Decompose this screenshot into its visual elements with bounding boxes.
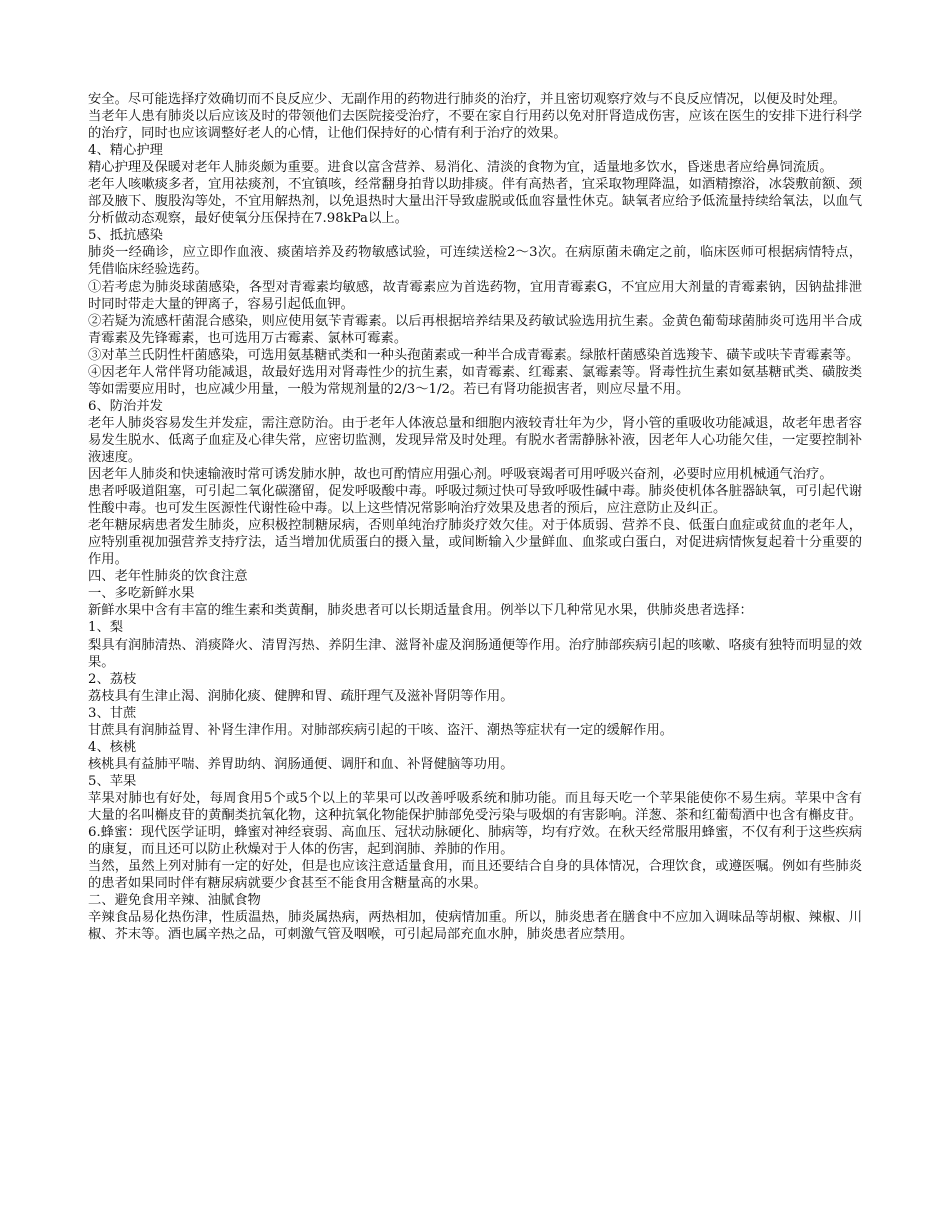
chapter-heading: 四、老年性肺炎的饮食注意 — [88, 569, 248, 585]
item-heading: 5、苹果 — [88, 773, 137, 789]
section-heading: 6、防治并发 — [88, 398, 163, 414]
paragraph: 新鲜水果中含有丰富的维生素和类黄酮，肺炎患者可以长期适量食用。例举以下几种常见水果，供肺炎患者选择： — [88, 603, 753, 619]
section-heading: 5、抵抗感染 — [88, 228, 163, 244]
item-heading: 4、核桃 — [88, 739, 137, 755]
paragraph: 安全。尽可能选择疗效确切而不良反应少、无副作用的药物进行肺炎的治疗，并且密切观察疗效与不良反应情况，以便及时处理。 — [88, 92, 846, 107]
paragraph: 辛辣食品易化热伤津，性质温热，肺炎属热病，两热相加，使病情加重。所以，肺炎患者在膳食中不应加入调味品等胡椒、辣椒、川椒、芥末等。酒也属辛热之品，可刺激气管及咽喉，可引起局部充血水肿，肺炎患者应禁用。 — [88, 910, 862, 943]
paragraph: 核桃具有益肺平喘、养胃助纳、润肠通便、调肝和血、补肾健脑等功用。 — [88, 756, 514, 772]
item-heading: 3、甘蔗 — [88, 705, 137, 721]
paragraph: 老年糖尿病患者发生肺炎，应积极控制糖尿病，否则单纯治疗肺炎疗效欠佳。对于体质弱、营养不良、低蛋白血症或贫血的老年人，应特别重视加强营养支持疗法，适当增加优质蛋白的摄入量，或间断输入少量鲜血、血浆或白蛋白，对促进病情恢复起着十分重要的作用。 — [88, 518, 862, 568]
paragraph: 患者呼吸道阻塞，可引起二氧化碳潴留，促发呼吸酸中毒。呼吸过频过快可导致呼吸性碱中毒。肺炎使机体各脏器缺氧，可引起代谢性酸中毒。也可发生医源性代谢性硷中毒。以上这些情况常影响治疗效果及患者的预后，应注意防止及纠正。 — [88, 484, 862, 517]
paragraph: ①若考虑为肺炎球菌感染，各型对青霉素均敏感，故青霉素应为首选药物，宜用青霉素G，不宜应用大剂量的青霉素钠，因钠盐排泄时同时带走大量的钾离子，容易引起低血钾。 — [88, 279, 862, 312]
paragraph: 老年人咳嗽痰多者，宜用祛痰剂，不宜镇咳，经常翻身拍背以助排痰。伴有高热者，宜采取物理降温，如酒精擦浴，冰袋敷前额、颈部及腋下、腹股沟等处，不宜用解热剂，以免退热时大量出汗导致虚脱或低血容量性休克。缺氧者应给予低流量持续给氧法，以血气分析做动态观察，最好使氧分压保持在7.98kPa以上。 — [88, 177, 862, 227]
document-body — [88, 91, 862, 943]
paragraph: 梨具有润肺清热、消痰降火、清胃泻热、养阴生津、滋肾补虚及润肠通便等作用。治疗肺部疾病引起的咳嗽、咯痰有独特而明显的效果。 — [88, 637, 862, 670]
paragraph: 当然，虽然上列对肺有一定的好处，但是也应该注意适量食用，而且还要结合自身的具体情况，合理饮食，或遵医嘱。例如有些肺炎的患者如果同时伴有糖尿病就要少食甚至不能食用含糖量高的水果。 — [88, 859, 862, 892]
paragraph: 当老年人患有肺炎以后应该及时的带领他们去医院接受治疗，不要在家自行用药以免对肝肾造成伤害，应该在医生的安排下进行科学的治疗，同时也应该调整好老人的心情，让他们保持好的心情有利于治疗的效果。 — [88, 109, 862, 142]
paragraph: ②若疑为流感杆菌混合感染，则应使用氨苄青霉素。以后再根据培养结果及药敏试验选用抗生素。金黄色葡萄球菌肺炎可选用半合成青霉素及先锋霉素，也可选用万古霉素、氯林可霉素。 — [88, 313, 862, 346]
paragraph: 因老年人肺炎和快速输液时常可诱发肺水肿，故也可酌情应用强心剂。呼吸衰竭者可用呼吸兴奋剂，必要时应用机械通气治疗。 — [88, 467, 833, 483]
paragraph: 肺炎一经确诊，应立即作血液、痰菌培养及药物敏感试验，可连续送检2～3次。在病原菌未确定之前，临床医师可根据病情特点，凭借临床经验选药。 — [88, 245, 862, 278]
section-heading: 一、多吃新鲜水果 — [88, 586, 195, 602]
item-heading: 2、荔枝 — [88, 671, 137, 687]
paragraph: 苹果对肺也有好处，每周食用5个或5个以上的苹果可以改善呼吸系统和肺功能。而且每天吃一个苹果能使你不易生病。苹果中含有大量的名叫槲皮苷的黄酮类抗氧化物，这种抗氧化物能保护肺部免受污染与吸烟的有害影响。洋葱、茶和红葡萄酒中也含有槲皮苷。6.蜂蜜：现代医学证明，蜂蜜对神经衰弱、高血压、冠状动脉硬化、肺病等，均有疗效。在秋天经常服用蜂蜜，不仅有利于这些疾病的康复，而且还可以防止秋燥对于人体的伤害，起到润肺、养肺的作用。 — [88, 790, 862, 858]
paragraph: ④因老年人常伴肾功能减退，故最好选用对肾毒性少的抗生素，如青霉素、红霉素、氯霉素等。肾毒性抗生素如氨基糖甙类、磺胺类等如需要应用时，也应减少用量，一般为常规剂量的2/3～1/2。若已有肾功能损害者，则应尽量不用。 — [88, 364, 862, 397]
paragraph: 甘蔗具有润肺益胃、补肾生津作用。对肺部疾病引起的干咳、盗汗、潮热等症状有一定的缓解作用。 — [88, 722, 674, 738]
paragraph: 荔枝具有生津止渴、润肺化痰、健脾和胃、疏肝理气及滋补肾阴等作用。 — [88, 688, 514, 704]
paragraph: ③对革兰氏阴性杆菌感染，可选用氨基糖甙类和一种头孢菌素或一种半合成青霉素。绿脓杆菌感染首选羧苄、磺苄或呋苄青霉素等。 — [88, 347, 860, 363]
section-heading: 二、避免食用辛辣、油腻食物 — [88, 893, 261, 909]
section-heading: 4、精心护理 — [88, 143, 163, 159]
paragraph: 精心护理及保暖对老年人肺炎颇为重要。进食以富含营养、易消化、清淡的食物为宜，适量地多饮水，昏迷患者应给鼻饲流质。 — [88, 160, 833, 176]
item-heading: 1、梨 — [88, 620, 124, 636]
paragraph: 老年人肺炎容易发生并发症，需注意防治。由于老年人体液总量和细胞内液较青壮年为少，肾小管的重吸收功能减退，故老年患者容易发生脱水、低离子血症及心律失常，应密切监测，发现异常及时处理。有脱水者需静脉补液，因老年人心功能欠佳，一定要控制补液速度。 — [88, 415, 862, 465]
